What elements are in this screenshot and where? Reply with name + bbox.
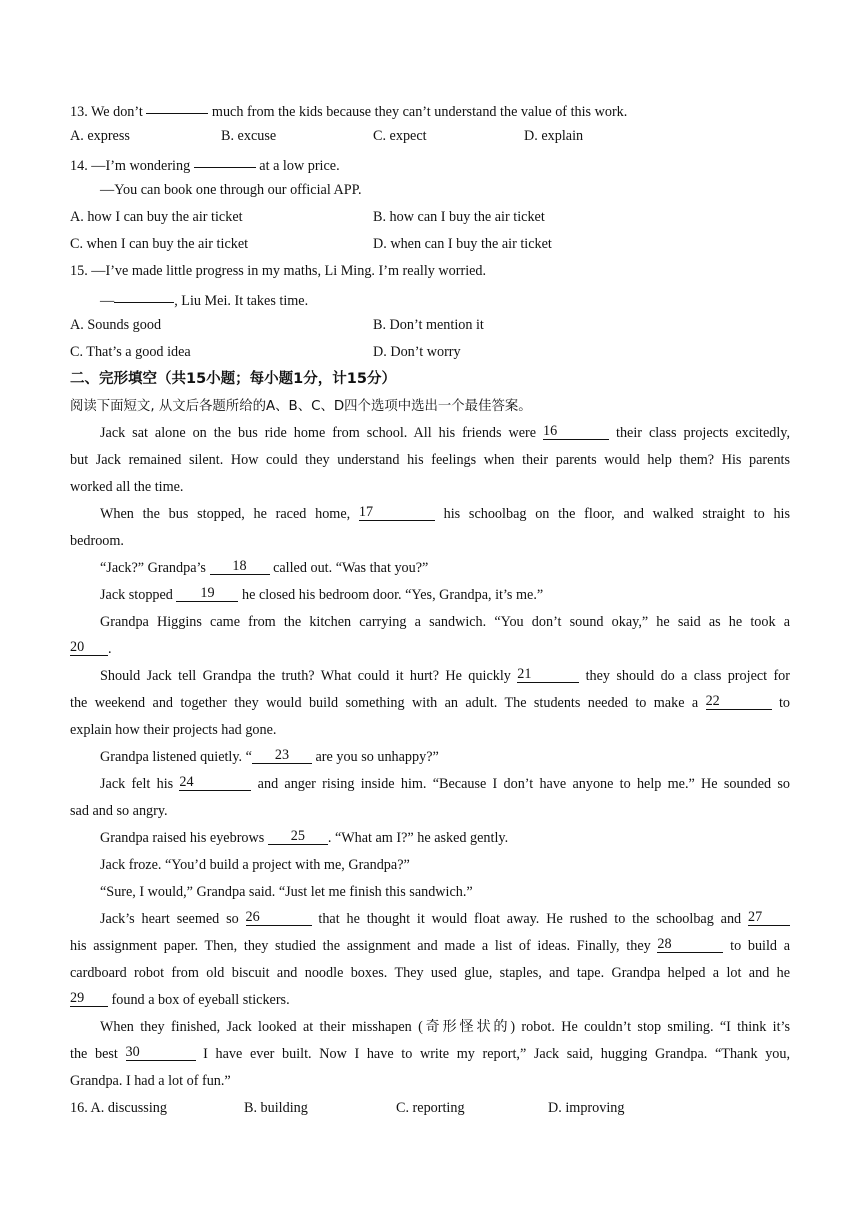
- cloze-blank-21: 21: [517, 665, 579, 683]
- option-d[interactable]: D. improving: [548, 1100, 625, 1116]
- passage-line: explain how their projects had gone.: [70, 722, 277, 738]
- option-b[interactable]: B. how can I buy the air ticket: [373, 209, 545, 225]
- answer-blank: [114, 285, 174, 303]
- option-a[interactable]: 16. A. discussing: [70, 1100, 167, 1116]
- passage-line: sad and so angry.: [70, 803, 168, 819]
- cloze-blank-27: 27: [748, 908, 790, 926]
- cloze-blank-22: 22: [706, 692, 772, 710]
- option-d[interactable]: D. explain: [524, 128, 584, 144]
- cloze-blank-17: 17: [359, 503, 435, 521]
- question-15-reply: — , Liu Mei. It takes time.: [70, 285, 790, 312]
- question-16-options: [70, 1095, 790, 1122]
- passage-line: the weekend and together they would build something with an adult. The students needed to make a 22 to: [70, 693, 791, 711]
- passage-line: Jack felt his 24 and anger rising inside him. “Because I don’t have anyone to help me.” He sounded so: [100, 774, 791, 792]
- option-a[interactable]: A. Sounds good: [70, 317, 162, 333]
- cloze-blank-25: 25: [268, 827, 328, 845]
- option-c[interactable]: C. when I can buy the air ticket: [70, 236, 249, 252]
- cloze-blank-29: 29: [70, 989, 108, 1007]
- option-c[interactable]: C. That’s a good idea: [70, 344, 191, 360]
- passage-line: Jack sat alone on the bus ride home from school. All his friends were 16 their class projects excitedly,: [100, 423, 791, 441]
- option-d[interactable]: D. when can I buy the air ticket: [373, 236, 552, 252]
- exam-page: [70, 96, 790, 1122]
- passage-line: Grandpa. I had a lot of fun.”: [70, 1073, 231, 1089]
- passage-line: When they finished, Jack looked at their misshapen (奇形怪状的) robot. He couldn’t stop smiling. “I think it’s: [100, 1019, 790, 1035]
- cloze-blank-18: 18: [210, 557, 270, 575]
- passage-line: worked all the time.: [70, 479, 184, 495]
- passage-line: Grandpa raised his eyebrows 25 . “What am I?” he asked gently.: [100, 828, 509, 846]
- passage-line: 20 .: [70, 639, 112, 657]
- passage-line: Jack’s heart seemed so 26 that he thought it would float away. He rushed to the schoolbag and 27: [70, 906, 790, 933]
- section-instruction: 阅读下面短文, 从文后各题所给的A、B、C、D四个选项中选出一个最佳答案。: [70, 399, 532, 414]
- cloze-blank-30: 30: [126, 1043, 196, 1061]
- cloze-blank-23: 23: [252, 746, 312, 764]
- question-15-options-row1: [70, 312, 790, 339]
- passage-line: Grandpa Higgins came from the kitchen carrying a sandwich. “You don’t sound okay,” he said as he took a: [100, 614, 790, 630]
- passage-line: Jack stopped 19 he closed his bedroom door. “Yes, Grandpa, it’s me.”: [100, 585, 544, 603]
- passage-line: Jack froze. “You’d build a project with me, Grandpa?”: [100, 857, 410, 873]
- answer-blank: [146, 96, 208, 114]
- passage-line: “Sure, I would,” Grandpa said. “Just let me finish this sandwich.”: [100, 884, 473, 900]
- passage-line: Grandpa listened quietly. “ 23 are you so unhappy?”: [100, 747, 439, 765]
- question-15-stem: 15. —I’ve made little progress in my maths, Li Ming. I’m really worried.: [70, 263, 487, 279]
- passage-line: but Jack remained silent. How could they understand his feelings when their parents would help them? His parents: [70, 452, 790, 468]
- passage-line: When the bus stopped, he raced home, 17 his schoolbag on the floor, and walked straight to his: [100, 504, 790, 522]
- cloze-blank-28: 28: [657, 935, 723, 953]
- option-a[interactable]: A. how I can buy the air ticket: [70, 209, 243, 225]
- passage-line: Should Jack tell Grandpa the truth? What could it hurt? He quickly 21 they should do a class project for: [100, 666, 790, 684]
- cloze-blank-16: 16: [543, 422, 609, 440]
- option-d[interactable]: D. Don’t worry: [373, 344, 461, 360]
- cloze-blank-20: 20: [70, 638, 108, 656]
- passage-line: 29 found a box of eyeball stickers.: [70, 990, 290, 1008]
- cloze-blank-24: 24: [179, 773, 251, 791]
- passage-line: “Jack?” Grandpa’s 18 called out. “Was that you?”: [100, 558, 429, 576]
- option-b[interactable]: B. Don’t mention it: [373, 317, 484, 333]
- option-c[interactable]: C. reporting: [396, 1100, 465, 1116]
- cloze-blank-19: 19: [176, 584, 238, 602]
- passage-line: the best 30 I have ever built. Now I have to write my report,” Jack said, hugging Grandpa. “Thank you,: [70, 1044, 791, 1062]
- option-a[interactable]: A. express: [70, 128, 130, 144]
- question-15-options-row2: [70, 339, 790, 366]
- passage-line: bedroom.: [70, 533, 124, 549]
- passage-line: cardboard robot from old biscuit and noodle boxes. They used glue, staples, and tape. Grandpa helped a lot and he: [70, 965, 790, 981]
- cloze-blank-26: 26: [246, 908, 312, 926]
- question-14-stem: 14. —I’m wondering at a low price.: [70, 150, 790, 177]
- question-14-options-row1: [70, 204, 790, 231]
- question-14-options-row2: [70, 231, 790, 258]
- option-b[interactable]: B. building: [244, 1100, 308, 1116]
- question-13-options: [70, 123, 790, 150]
- question-14-reply: —You can book one through our official APP.: [100, 182, 362, 198]
- option-c[interactable]: C. expect: [373, 128, 427, 144]
- answer-blank: [194, 150, 256, 168]
- question-13-stem: 13. We don’t much from the kids because they can’t understand the value of this work.: [70, 96, 790, 123]
- option-b[interactable]: B. excuse: [221, 128, 277, 144]
- section-title: 二、完形填空（共15小题；每小题1分，计15分）: [70, 371, 396, 387]
- passage-line: his assignment paper. Then, they studied the assignment and made a list of ideas. Finally, they 28 to build a: [70, 936, 791, 954]
